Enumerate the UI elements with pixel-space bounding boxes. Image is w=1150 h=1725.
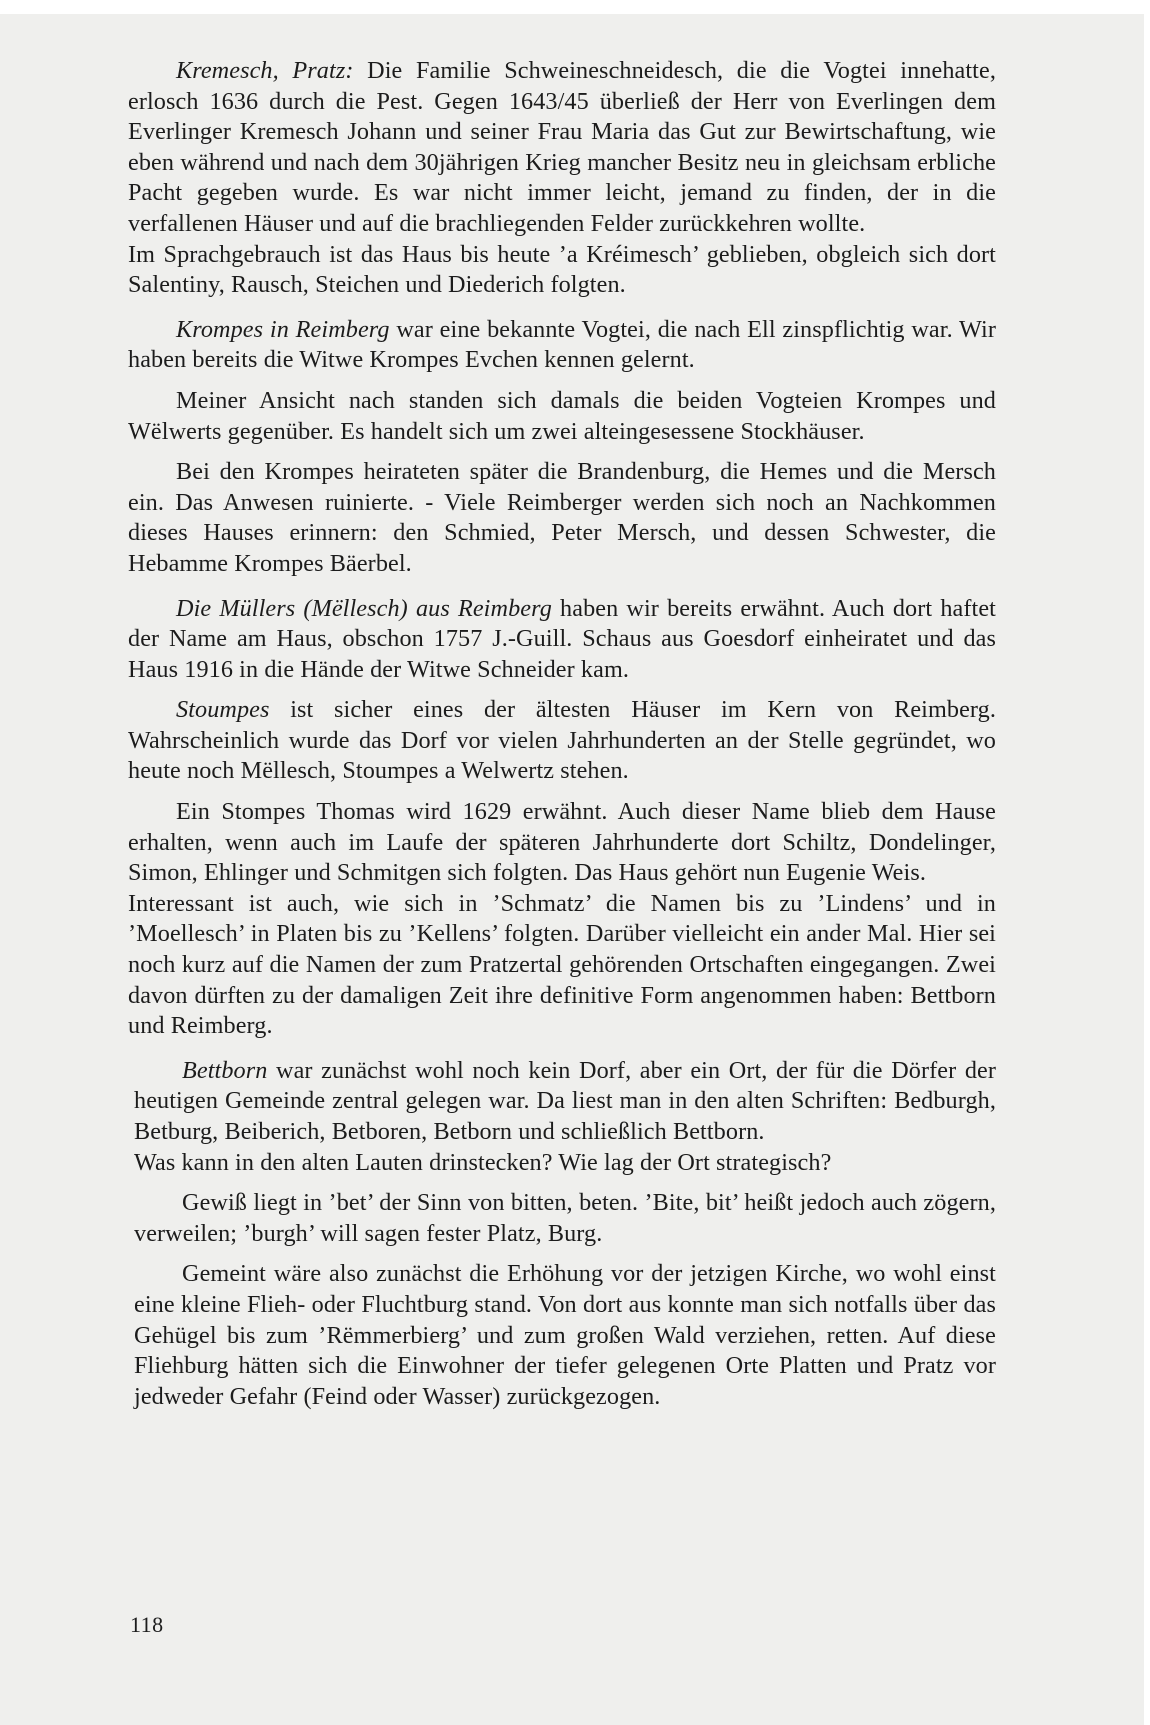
paragraph-text: ist sicher eines der ältesten Häuser im Kern von Reimberg. Wahrscheinlich wurde das Dorf vor vielen Jahrhunderten an der Stelle gegründet, wo heute noch Mëllesch, Stoumpes a Welwertz stehen. (128, 696, 996, 785)
paragraph-sprachgebrauch (128, 240, 996, 301)
paragraph-text: war zunächst wohl noch kein Dorf, aber ein Ort, der für die Dörfer der heutigen Gemeinde zentral gelegen war. Da liest man in den alten Schriften: Bedburgh, Betburg, Beiberich, Betboren, Betborn und schließlich Bettborn. (134, 1056, 996, 1145)
paragraph-muellers (128, 594, 996, 686)
lead-heading: Bettborn (182, 1056, 268, 1084)
paragraph-kremesch (128, 56, 996, 240)
paragraph-text: Gewiß liegt in ’bet’ der Sinn von bitten, beten. ’Bite, bit’ heißt jedoch auch zögern, verweilen; ’burgh’ will sagen fester Platz, Burg. (134, 1189, 996, 1247)
paragraph-fliehburg (134, 1259, 996, 1412)
paragraph-schmatz (128, 889, 996, 1042)
paragraph-bettborn (134, 1056, 996, 1148)
paragraph-text: haben wir bereits erwähnt. Auch dort haftet der Name am Haus, obschon 1757 J.-Guill. Schaus aus Goesdorf einheiratet und das Haus 1916 in die Hände der Witwe Schneider kam. (128, 594, 996, 683)
paragraph-text: Interessant ist auch, wie sich in ’Schmatz’ die Namen bis zu ’Lindens’ und in ’Moellesch’ in Platen bis zu ’Kellens’ folgten. Darüber vielleicht ein ander Mal. Hier sei noch kurz auf die Namen der zum Pratzertal gehörenden Ortschaften eingegangen. Zwei davon dürften zu der damaligen Zeit ihre definitive Form angenommen haben: Bettborn und Reimberg. (128, 889, 996, 1040)
paragraph-stoumpes (128, 695, 996, 787)
paragraph-bet (134, 1188, 996, 1249)
paragraph-brandenburg (128, 457, 996, 579)
paragraph-text: Bei den Krompes heirateten später die Brandenburg, die Hemes und die Mersch ein. Das Anwesen ruinierte. - Viele Reimberger werden sich noch an Nachkommen dieses Hauses erinnern: den Schmied, Peter Mersch, und dessen Schwester, die Hebamme Krompes Bäerbel. (128, 458, 996, 577)
lead-heading: Krompes in Reimberg (176, 315, 390, 343)
text-column (128, 56, 996, 1412)
paragraph-stompes-thomas (128, 797, 996, 889)
paragraph-lauten (134, 1148, 996, 1179)
lead-heading: Stoumpes (176, 696, 270, 724)
paragraph-text: Gemeint wäre also zunächst die Erhöhung vor der jetzigen Kirche, wo wohl einst eine kleine Flieh- oder Fluchtburg stand. Von dort aus konnte man sich notfalls über das Gehügel bis zum ’Rëmmerbierg’ und zum großen Wald verziehen, retten. Auf diese Fliehburg hätten sich die Einwohner der tiefer gelegenen Orte Platten und Pratz vor jedweder Gefahr (Feind oder Wasser) zurückgezogen. (134, 1260, 996, 1410)
paragraph-text: Im Sprachgebrauch ist das Haus bis heute ’a Kréimesch’ geblieben, obgleich sich dort Salentiny, Rausch, Steichen und Diederich folgten. (128, 240, 996, 299)
paragraph-text: Die Familie Schweineschneidesch, die die Vogtei innehatte, erlosch 1636 durch die Pest. Gegen 1643/45 überließ der Herr von Everlingen dem Everlinger Kremesch Johann und seiner Frau Maria das Gut zur Bewirtschaftung, wie eben während und nach dem 30jährigen Krieg mancher Besitz neu in gleichsam erbliche Pacht gegeben wurde. Es war nicht immer leicht, jemand zu finden, der in die verfallenen Häuser und auf die brachliegenden Felder zurückkehren wollte. (128, 57, 996, 237)
lead-heading: Die Müllers (Mëllesch) aus Reimberg (176, 594, 552, 622)
paragraph-text: Was kann in den alten Lauten drinstecken? Wie lag der Ort strategisch? (134, 1148, 832, 1176)
paragraph-text: Ein Stompes Thomas wird 1629 erwähnt. Auch dieser Name blieb dem Hause erhalten, wenn auch im Laufe der späteren Jahrhunderte dort Schiltz, Dondelinger, Simon, Ehlinger und Schmitgen sich folgten. Das Haus gehört nun Eugenie Weis. (128, 798, 996, 887)
paragraph-text: war eine bekannte Vogtei, die nach Ell zinspflichtig war. Wir haben bereits die Witwe Krompes Evchen kennen gelernt. (128, 315, 996, 374)
paragraph-krompes (128, 315, 996, 376)
paragraph-vogteien (128, 386, 996, 447)
paragraph-text: Meiner Ansicht nach standen sich damals die beiden Vogteien Krompes und Wëlwerts gegenüber. Es handelt sich um zwei alteingesessene Stockhäuser. (128, 386, 996, 445)
lead-heading: Kremesch, Pratz: (176, 57, 354, 84)
page-number: 118 (130, 1612, 164, 1637)
